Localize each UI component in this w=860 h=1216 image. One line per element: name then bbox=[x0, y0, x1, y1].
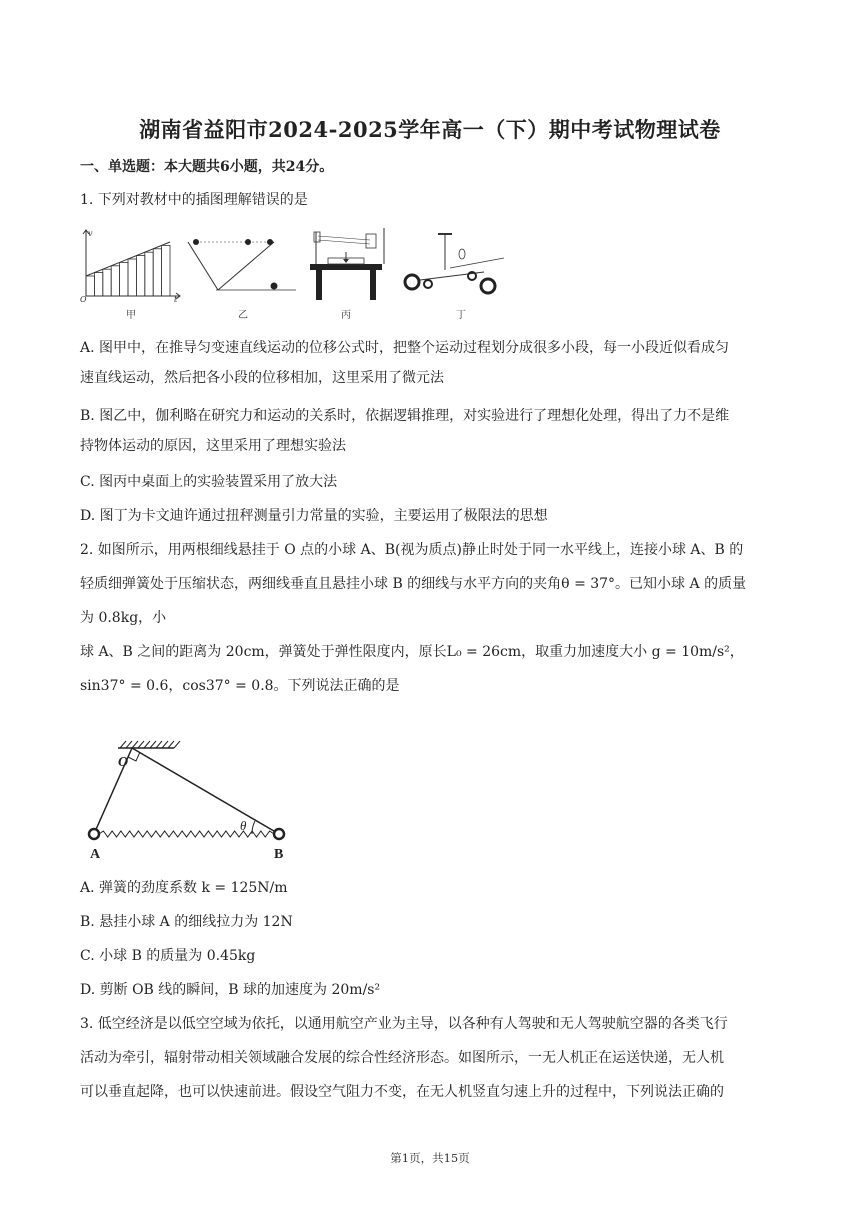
jia-strip bbox=[145, 252, 153, 296]
q2-option-d: D. 剪断 OB 线的瞬间，B 球的加速度为 20m/s² bbox=[80, 982, 381, 998]
q2-line2: 轻质细弹簧处于压缩状态，两细线垂直且悬挂小球 B 的细线与水平方向的夹角θ = 37°。已知小球 A 的质量 bbox=[80, 576, 747, 592]
ceiling-hatch bbox=[174, 741, 180, 748]
figure-label-bing: 丙 bbox=[341, 310, 351, 321]
jia-strip bbox=[103, 269, 111, 296]
q2-option-b: B. 悬挂小球 A 的细线拉力为 12N bbox=[80, 914, 293, 930]
page-title: 湖南省益阳市2024-2025学年高一（下）期中考试物理试卷 bbox=[139, 117, 721, 142]
figure-yi-incline bbox=[186, 238, 296, 296]
jia-strip bbox=[86, 276, 94, 296]
ceiling-hatch bbox=[132, 741, 138, 748]
figure-label-ding: 丁 bbox=[456, 310, 466, 321]
q2-line1: 2. 如图所示，用两根细线悬挂于 O 点的小球 A、B(视为质点)静止时处于同一水平线上，连接小球 A、B 的 bbox=[80, 542, 744, 558]
fig-axis-o: O bbox=[80, 295, 87, 302]
fig-axis-v: v bbox=[88, 229, 93, 238]
q2-line5: sin37° = 0.6，cos37° = 0.8。下列说法正确的是 bbox=[80, 678, 400, 694]
q1-option-a-line1: A. 图甲中，在推导匀变速直线运动的位移公式时，把整个运动过程划分成很多小段，每一小段近似看成匀 bbox=[80, 340, 730, 356]
jia-strip bbox=[153, 249, 161, 296]
fig-label-o: O bbox=[118, 755, 129, 770]
figure-ding-torsion-balance bbox=[400, 232, 508, 302]
jia-strip bbox=[128, 259, 136, 296]
jia-strip bbox=[94, 273, 102, 296]
page-footer: 第1页，共15页 bbox=[390, 1151, 470, 1165]
q1-option-a-line2: 速直线运动，然后把各小段的位移相加，这里采用了微元法 bbox=[80, 370, 444, 386]
figure-label-yi: 乙 bbox=[238, 310, 248, 321]
figure-q2-suspension bbox=[82, 738, 294, 864]
jia-strip bbox=[136, 256, 144, 296]
q1-option-d: D. 图丁为卡文迪许通过扭秤测量引力常量的实验，主要运用了极限法的思想 bbox=[80, 508, 548, 524]
q2-line3: 为 0.8kg，小 bbox=[80, 610, 167, 626]
jia-strip bbox=[120, 262, 128, 296]
jia-strip bbox=[111, 266, 119, 296]
q2-option-a: A. 弹簧的劲度系数 k = 125N/m bbox=[80, 880, 288, 896]
q1-option-b-line2: 持物体运动的原因，这里采用了理想实验法 bbox=[80, 438, 346, 454]
fig-label-b: B bbox=[274, 847, 284, 862]
q3-line3: 可以垂直起降，也可以快速前进。假设空气阻力不变，在无人机竖直匀速上升的过程中，下列说法正确的 bbox=[80, 1084, 724, 1100]
figure-jia-vt-graph bbox=[80, 226, 182, 302]
q3-line1: 3. 低空经济是以低空空域为依托，以通用航空产业为主导，以各种有人驾驶和无人驾驶航空器的各类飞行 bbox=[80, 1016, 728, 1032]
q1-option-c: C. 图丙中桌面上的实验装置采用了放大法 bbox=[80, 474, 338, 490]
jia-strip bbox=[162, 245, 170, 296]
ceiling-hatch bbox=[126, 741, 132, 748]
q2-option-c: C. 小球 B 的质量为 0.45kg bbox=[80, 948, 256, 964]
ceiling-hatch bbox=[162, 741, 168, 748]
section-heading: 一、单选题：本大题共6小题，共24分。 bbox=[80, 159, 334, 175]
q1-option-b-line1: B. 图乙中，伽利略在研究力和运动的关系时，依据逻辑推理，对实验进行了理想化处理，得出了力不是维 bbox=[80, 408, 730, 424]
figure-label-jia: 甲 bbox=[126, 310, 136, 321]
q2-line4: 球 A、B 之间的距离为 20cm，弹簧处于弹性限度内，原长L₀ = 26cm，取重力加速度大小 g = 10m/s²， bbox=[80, 644, 744, 660]
fig-axis-t: t bbox=[174, 295, 178, 302]
ceiling-hatch bbox=[138, 741, 144, 748]
ceiling-hatch bbox=[156, 741, 162, 748]
q3-line2: 活动为牵引，辐射带动相关领域融合发展的综合性经济形态。如图所示，一无人机正在运送快递，无人机 bbox=[80, 1050, 724, 1066]
q1-stem: 1. 下列对教材中的插图理解错误的是 bbox=[80, 192, 308, 208]
fig-label-theta: θ bbox=[240, 818, 247, 833]
fig-label-a: A bbox=[90, 847, 101, 862]
ceiling-hatch bbox=[144, 741, 150, 748]
ceiling-hatch bbox=[150, 741, 156, 748]
ceiling-hatch bbox=[168, 741, 174, 748]
spring-coil bbox=[99, 831, 274, 837]
ceiling-hatch bbox=[120, 741, 126, 748]
figure-bing-table bbox=[308, 228, 388, 302]
